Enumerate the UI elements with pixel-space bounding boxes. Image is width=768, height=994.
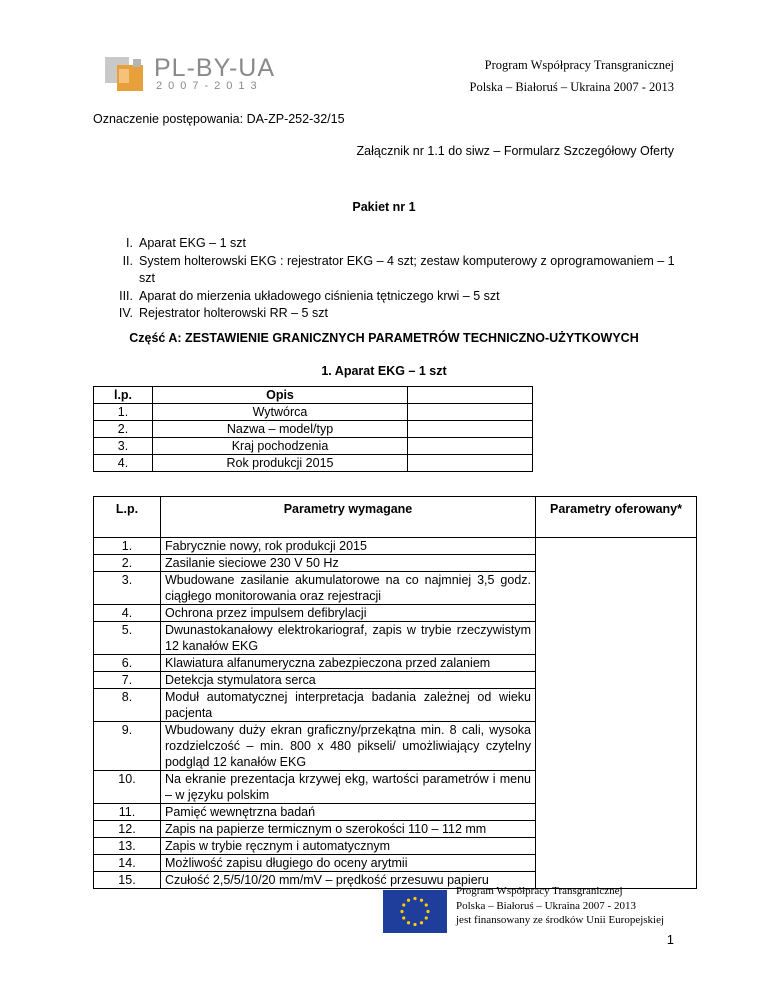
eu-star [402, 903, 405, 906]
eu-star [426, 910, 429, 913]
value-cell [408, 455, 533, 472]
row-num: 15. [94, 872, 161, 889]
procedure-reference: Oznaczenie postępowania: DA-ZP-252-32/15 [93, 112, 345, 126]
footer-text [456, 884, 664, 928]
row-num: 9. [94, 722, 161, 771]
table-row [94, 404, 533, 421]
list-item: I. Aparat EKG – 1 szt [126, 236, 246, 250]
header-desc: Opis [153, 387, 408, 404]
eu-star [400, 910, 403, 913]
row-num: 8. [94, 689, 161, 722]
logo-name: PL-BY-UA [154, 54, 276, 82]
row-num: 6. [94, 655, 161, 672]
annex-title: Załącznik nr 1.1 do siwz – Formularz Szczegółowy Oferty [356, 144, 674, 158]
row-parameter: Dwunastokanałowy elektrokariograf, zapis w trybie rzeczywistym 12 kanałów EKG [161, 622, 536, 655]
table-row [94, 421, 533, 438]
table-row [94, 438, 533, 455]
header-offered: Parametry oferowany* [536, 497, 697, 538]
item-list [93, 235, 683, 323]
row-parameter: Pamięć wewnętrzna badań [161, 804, 536, 821]
row-parameter: Możliwość zapisu długiego do oceny arytmii [161, 855, 536, 872]
row-num: 10. [94, 771, 161, 804]
table-row [94, 538, 697, 555]
row-parameter: Czułość 2,5/5/10/20 mm/mV – prędkość przesuwu papieru [161, 872, 536, 889]
row-num: 13. [94, 838, 161, 855]
logo-years: 2007-2013 [156, 80, 263, 92]
table-row [94, 455, 533, 472]
row-num: 12. [94, 821, 161, 838]
eu-star [413, 897, 416, 900]
eu-star [407, 921, 410, 924]
program-logo-icon [103, 55, 147, 93]
row-num: 7. [94, 672, 161, 689]
parameters-table [93, 496, 697, 889]
row-parameter: Zapis w trybie ręcznym i automatycznym [161, 838, 536, 855]
offered-value-cell [536, 538, 697, 889]
row-desc: Wytwórca [153, 404, 408, 421]
eu-star [420, 899, 423, 902]
part-a-title: Część A: ZESTAWIENIE GRANICZNYCH PARAMETRÓW TECHNICZNO-UŻYTKOWYCH [129, 331, 639, 345]
row-parameter: Wbudowane zasilanie akumulatorowe na co najmniej 3,5 godz. ciągłego monitorowania oraz rejestracji [161, 572, 536, 605]
section-title: 1. Aparat EKG – 1 szt [321, 364, 447, 378]
header-lp: L.p. [94, 497, 161, 538]
row-num: 4. [94, 605, 161, 622]
header-lp: l.p. [94, 387, 153, 404]
row-num: 1. [94, 538, 161, 555]
header-required: Parametry wymagane [161, 497, 536, 538]
row-desc: Rok produkcji 2015 [153, 455, 408, 472]
row-num: 11. [94, 804, 161, 821]
value-cell [408, 404, 533, 421]
footer-line1: Program Współpracy Transgranicznej [456, 885, 623, 897]
list-item: IV. Rejestrator holterowski RR – 5 szt [118, 306, 328, 320]
row-num: 3. [94, 572, 161, 605]
row-num: 14. [94, 855, 161, 872]
eu-star [413, 923, 416, 926]
row-parameter: Zapis na papierze termicznym o szerokości 110 – 112 mm [161, 821, 536, 838]
footer-line3: jest finansowany ze środków Unii Europejskiej [456, 914, 665, 926]
row-num: 5. [94, 622, 161, 655]
eu-star [425, 916, 428, 919]
header-program-line1: Program Współpracy Transgranicznej [484, 58, 674, 72]
value-cell [408, 438, 533, 455]
row-num: 4. [94, 455, 153, 472]
row-parameter: Fabrycznie nowy, rok produkcji 2015 [161, 538, 536, 555]
row-num: 2. [94, 555, 161, 572]
value-cell [408, 387, 533, 404]
eu-flag-icon [383, 890, 447, 933]
row-num: 1. [94, 404, 153, 421]
table-row [94, 387, 533, 404]
row-num: 2. [94, 421, 153, 438]
footer-line2: Polska – Białoruś – Ukraina 2007 - 2013 [456, 899, 636, 912]
list-item: II. System holterowski EKG : rejestrator EKG – 4 szt; zestaw komputerowy z oprogramowaniem – 1 szt [122, 253, 675, 285]
row-parameter: Ochrona przez impulsem defibrylacji [161, 605, 536, 622]
row-num: 3. [94, 438, 153, 455]
eu-star [407, 899, 410, 902]
row-parameter: Moduł automatycznej interpretacja badania zależnej od wieku pacjenta [161, 689, 536, 722]
value-cell [408, 421, 533, 438]
row-desc: Nazwa – model/typ [153, 421, 408, 438]
eu-star [402, 916, 405, 919]
row-parameter: Zasilanie sieciowe 230 V 50 Hz [161, 555, 536, 572]
page-number: 1 [666, 932, 674, 947]
list-item: III. Aparat do mierzenia układowego ciśnienia tętniczego krwi – 5 szt [119, 288, 500, 303]
row-parameter: Klawiatura alfanumeryczna zabezpieczona przed zalaniem [161, 655, 536, 672]
description-table [93, 386, 533, 472]
row-parameter: Detekcja stymulatora serca [161, 672, 536, 689]
row-desc: Kraj pochodzenia [153, 438, 408, 455]
table-header-row [94, 497, 697, 538]
package-title: Pakiet nr 1 [352, 200, 416, 214]
header-program-line2: Polska – Białoruś – Ukraina 2007 - 2013 [469, 80, 674, 94]
row-parameter: Na ekranie prezentacja krzywej ekg, wartości parametrów i menu – w języku polskim [161, 771, 536, 804]
row-parameter: Wbudowany duży ekran graficzny/przekątna min. 8 cali, wysoka rozdzielczość – min. 800 x 480 pikseli/ umożliwiający czytelny podgląd 12 kanałów EKG [161, 722, 536, 771]
eu-star [420, 921, 423, 924]
eu-star [425, 903, 428, 906]
